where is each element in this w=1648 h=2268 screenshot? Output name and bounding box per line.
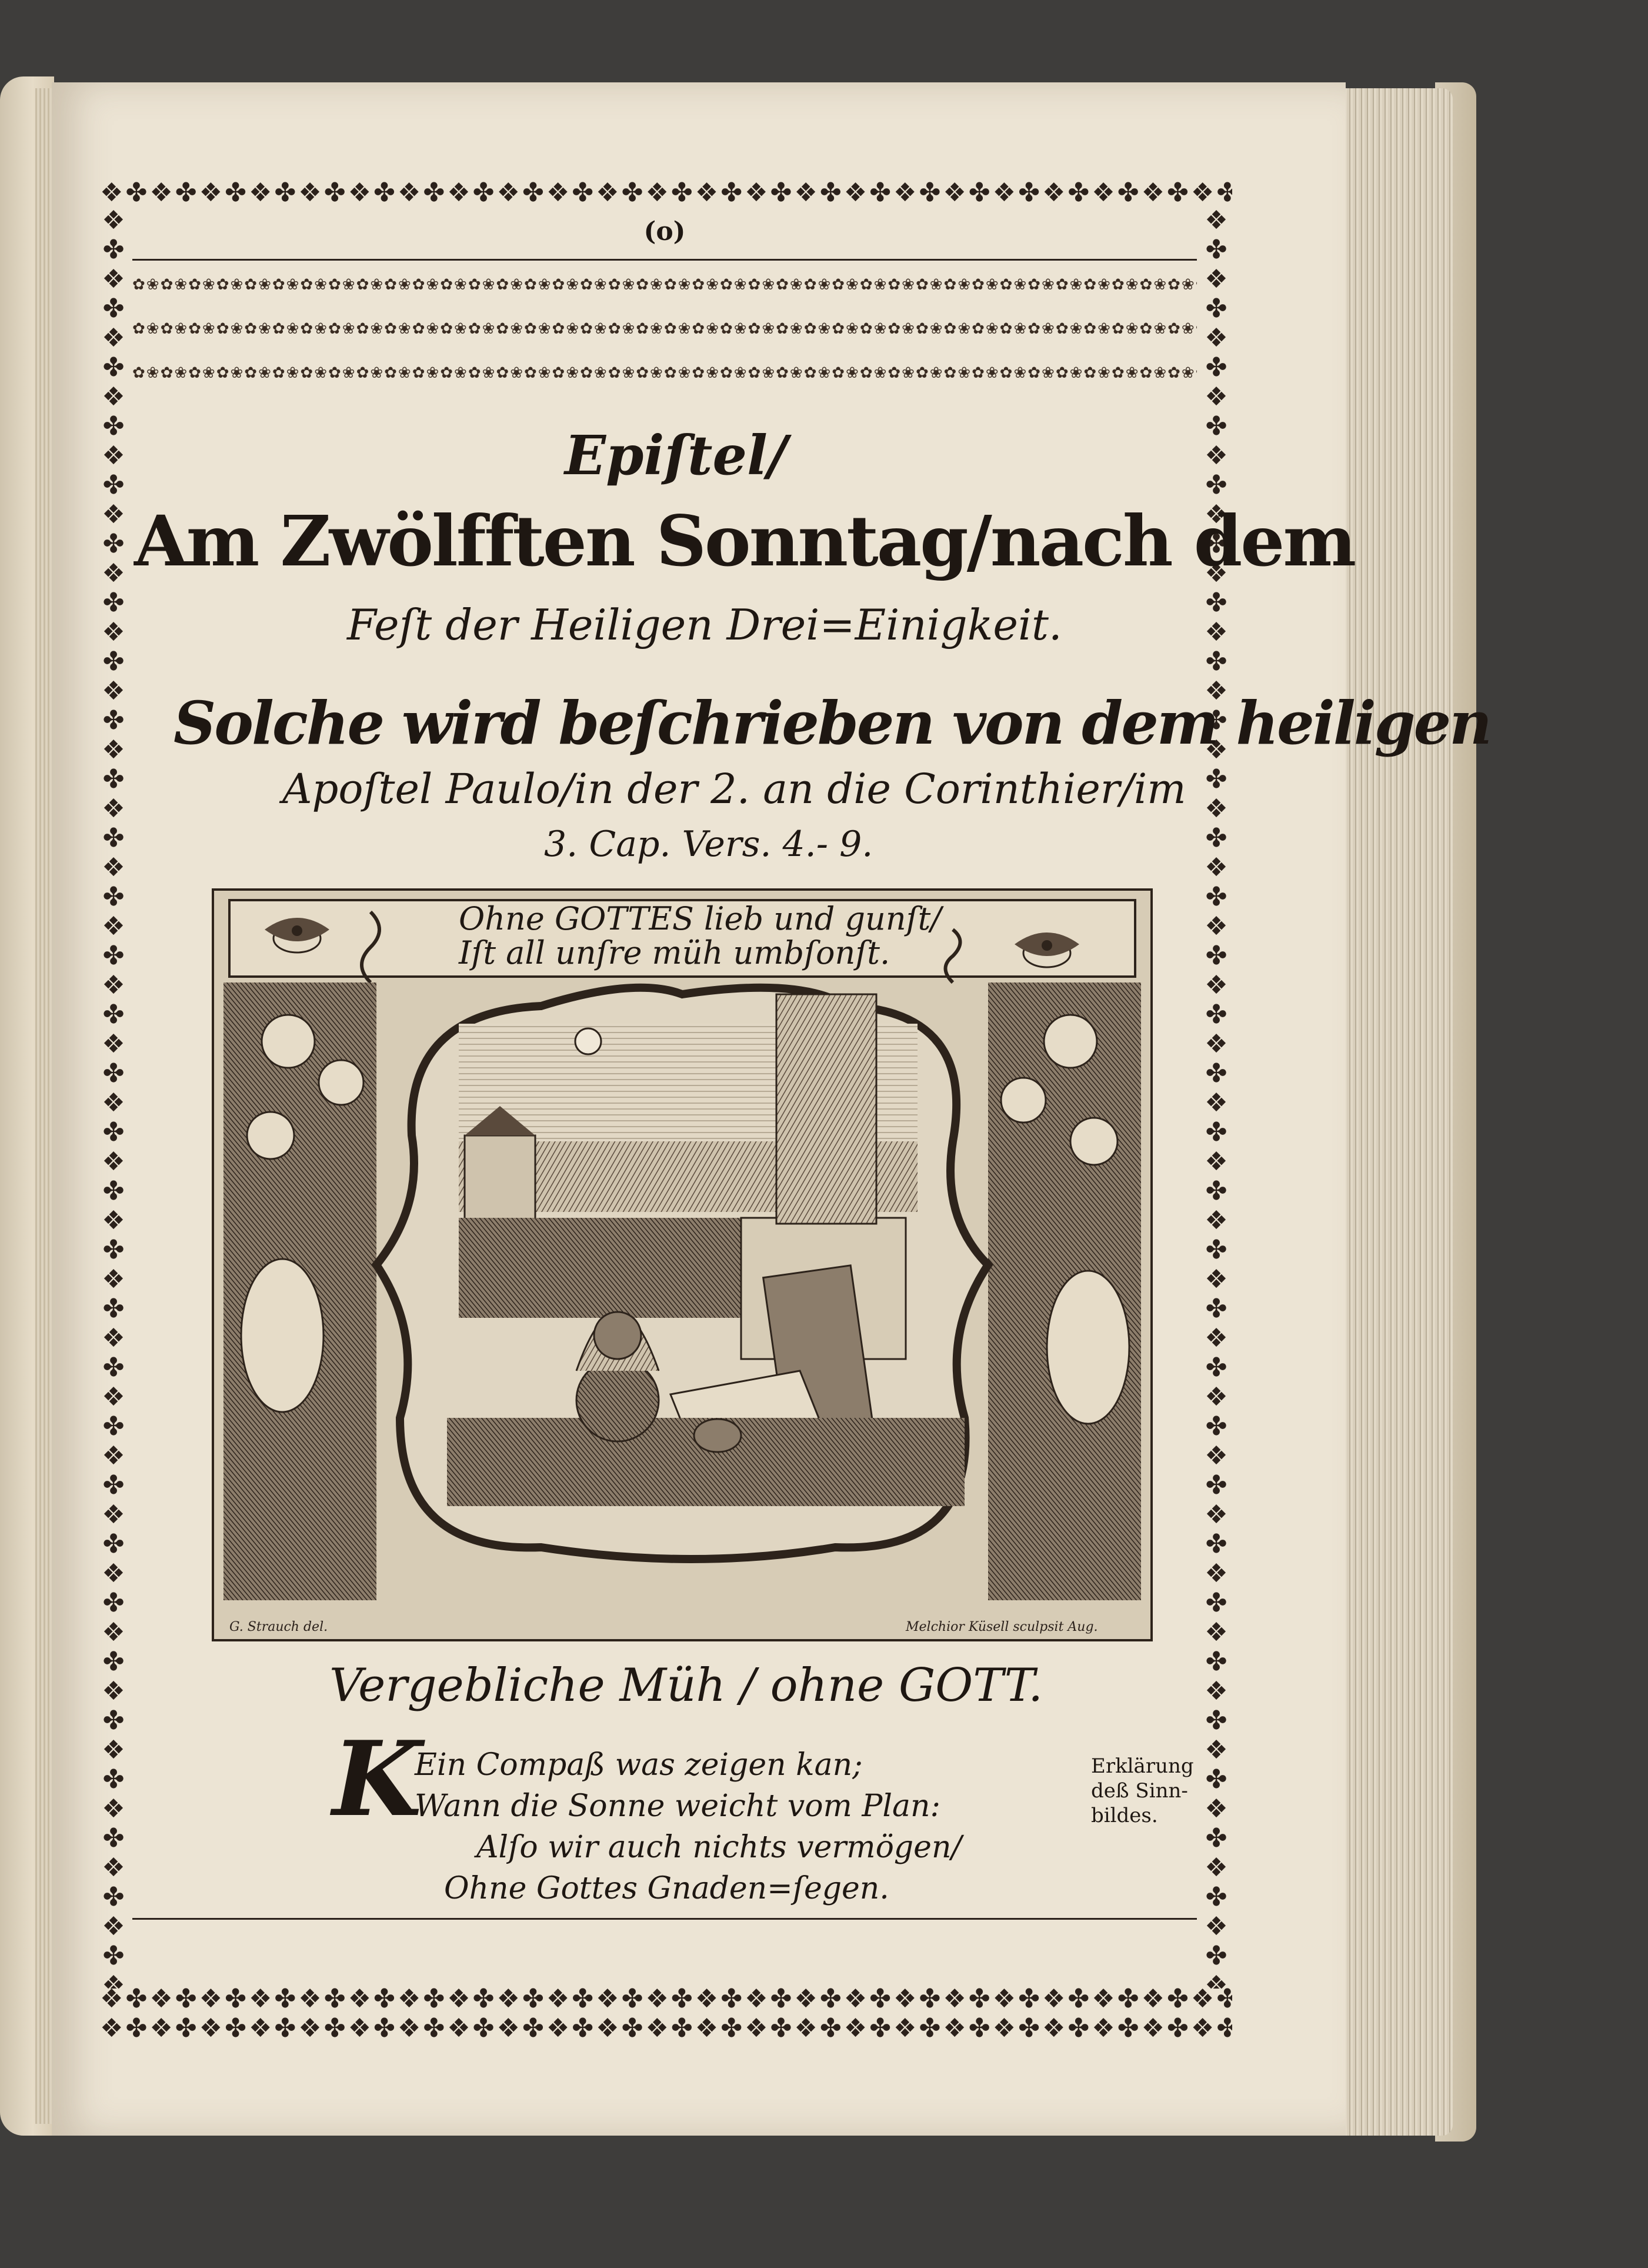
page-number: (o) [643, 217, 686, 247]
verse-line-1: Ein Compaß was zeigen kan; [415, 1747, 863, 1783]
frame-bottom-ornament-2 [100, 2015, 1232, 2042]
frame-left-ornament [100, 206, 129, 1989]
motto-line-2: Iſt all unſre müh umbſonſt. [459, 934, 890, 971]
building [465, 1135, 535, 1224]
verse-line-4: Ohne Gottes Gnaden=ſegen. [444, 1871, 889, 1906]
decorative-band-2 [132, 321, 1197, 337]
heading-apostle: Apoſtel Paulo/in der 2. an die Corinthier/im [282, 765, 1186, 813]
left-page-edge [35, 88, 53, 2124]
side-note-line-2: deß Sinn- [1091, 1779, 1188, 1803]
emblem-engraving [212, 888, 1153, 1641]
column [776, 994, 876, 1224]
motto-line-1: Ohne GOTTES lieb und gunſt/ [459, 900, 942, 937]
verse-line-3: Alſo wir auch nichts vermögen/ [476, 1830, 962, 1865]
sun-icon [575, 1028, 601, 1054]
header-rule-top [132, 259, 1197, 261]
decorative-band-3 [132, 365, 1197, 381]
footer-rule [132, 1918, 1197, 1920]
decorative-band-1 [132, 277, 1197, 293]
signature-left: G. Strauch del. [229, 1620, 328, 1634]
heading-described: Solche wird beſchrieben von dem heiligen [174, 688, 1490, 758]
side-note-line-3: bildes. [1091, 1804, 1158, 1827]
frame-top-ornament [100, 179, 1232, 207]
verse-line-2: Wann die Sonne weicht vom Plan: [415, 1789, 940, 1824]
frame-right-ornament [1203, 206, 1232, 1989]
heading-chapter: 3. Cap. Vers. 4.- 9. [544, 824, 873, 865]
motto-title: Vergebliche Müh / ohne GOTT. [329, 1659, 1043, 1712]
side-note-line-1: Erklärung [1091, 1754, 1194, 1778]
drop-cap: K [332, 1719, 422, 1840]
signature-right: Melchior Küsell sculpsit Aug. [906, 1620, 1098, 1634]
page-edges [1335, 88, 1453, 2136]
frame-bottom-ornament [100, 1986, 1232, 2013]
heading-epistel: Epiſtel/ [565, 424, 788, 487]
fruit-on-ledge [694, 1419, 741, 1452]
heading-sunday: Am Zwölfften Sonntag/nach dem [134, 500, 1355, 582]
heading-feast: Feſt der Heiligen Drei=Einigkeit. [347, 600, 1062, 650]
